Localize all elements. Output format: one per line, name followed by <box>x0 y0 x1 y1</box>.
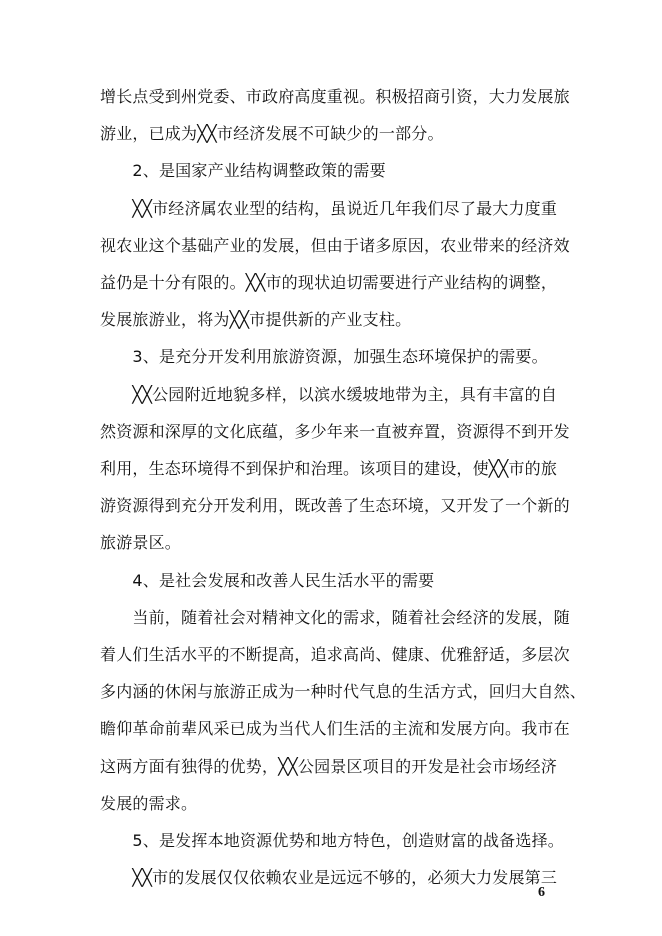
paragraph-line: ╳╳市经济属农业型的结构，虽说近几年我们尽了最大力度重 <box>100 199 558 218</box>
paragraph-line: 然资源和深厚的文化底蕴，多少年来一直被弃置，资源得不到开发 <box>100 422 570 441</box>
paragraph-line: 发展的需求。 <box>100 794 198 813</box>
section-heading: 4、是社会发展和改善人民生活水平的需要 <box>100 571 435 590</box>
paragraph-line: 发展旅游业，将为╳╳市提供新的产业支柱。 <box>100 310 412 329</box>
page-number: 6 <box>538 885 545 900</box>
paragraph-line: ╳╳公园附近地貌多样，以滨水缓坡地带为主，具有丰富的自 <box>100 385 558 404</box>
paragraph-line: 旅游景区。 <box>100 533 182 552</box>
paragraph-line: 瞻仰革命前辈风采已成为当代人们生活的主流和发展方向。我市在 <box>100 719 570 738</box>
paragraph-line: ╳╳市的发展仅仅依赖农业是远远不够的，必须大力发展第三 <box>100 868 558 887</box>
paragraph-line: 增长点受到州党委、市政府高度重视。积极招商引资，大力发展旅 <box>100 87 570 106</box>
paragraph-line: 着人们生活水平的不断提高，追求高尚、健康、优雅舒适，多层次 <box>100 645 570 664</box>
paragraph-line: 益仍是十分有限的。╳╳市的现状迫切需要进行产业结构的调整， <box>100 273 558 292</box>
paragraph-line: 当前，随着社会对精神文化的需求，随着社会经济的发展，随 <box>100 608 570 627</box>
paragraph-line: 这两方面有独得的优势，╳╳公园景区项目的开发是社会市场经济 <box>100 757 558 776</box>
paragraph-line: 游资源得到充分开发利用，既改善了生态环境，又开发了一个新的 <box>100 496 570 515</box>
paragraph-line: 游业，已成为╳╳市经济发展不可缺少的一部分。 <box>100 124 444 143</box>
paragraph-line: 利用，生态环境得不到保护和治理。该项目的建设，使╳╳市的旅 <box>100 459 558 478</box>
section-heading: 2、是国家产业结构调整政策的需要 <box>100 161 386 180</box>
section-heading: 5、是发挥本地资源优势和地方特色，创造财富的战备选择。 <box>100 831 564 850</box>
paragraph-line: 视农业这个基础产业的发展，但由于诸多原因，农业带来的经济效 <box>100 236 570 255</box>
section-heading: 3、是充分开发利用旅游资源，加强生态环境保护的需要。 <box>100 347 548 366</box>
paragraph-line: 多内涵的休闲与旅游正成为一种时代气息的生活方式，回归大自然、 <box>100 682 587 701</box>
